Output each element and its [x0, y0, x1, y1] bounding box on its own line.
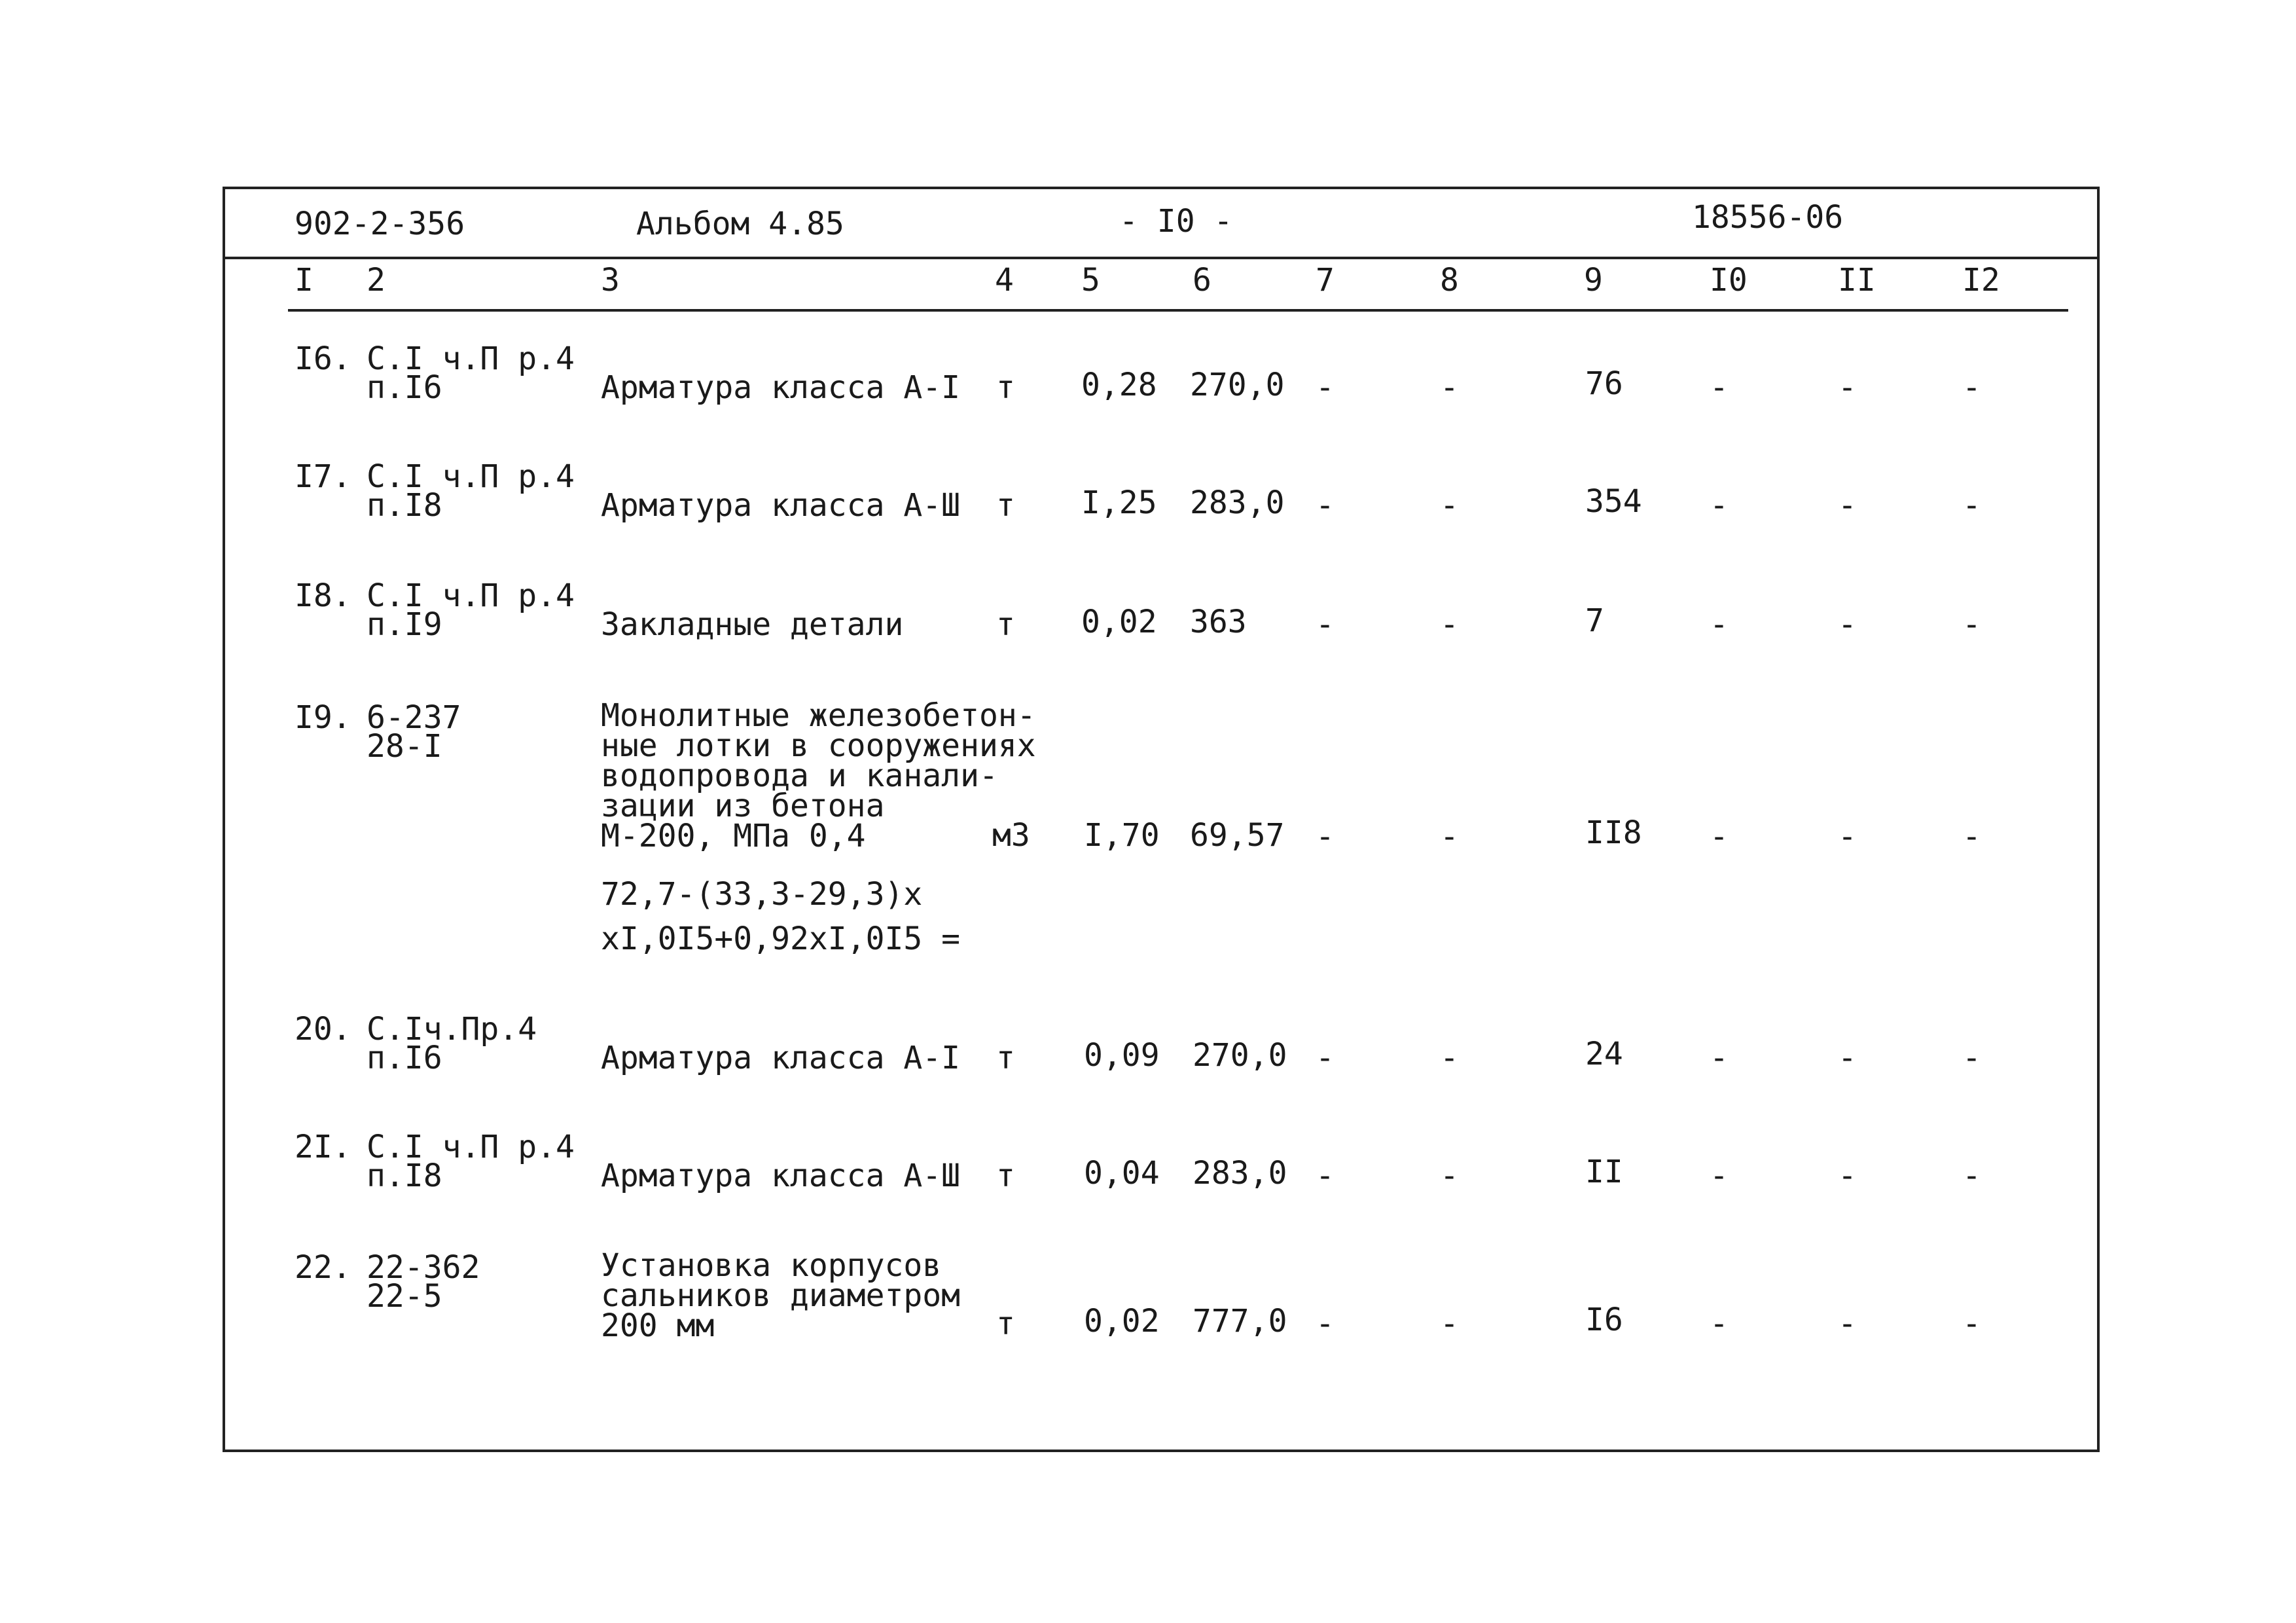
row-number: 22. — [295, 1249, 351, 1286]
row-col10: - — [1710, 487, 1729, 524]
row-price: 270,0 — [1193, 1037, 1287, 1074]
row-col9: 76 — [1585, 365, 1623, 402]
row-col10: - — [1710, 818, 1729, 855]
row-ref: С.I ч.П р.4 — [367, 577, 575, 614]
row-description: Монолитные железобетон- ные лотки в сооружениях водопровода и канали- зации из бетона М-200, МПа 0,4 — [601, 697, 1036, 854]
row-col7: - — [1316, 606, 1335, 643]
header-divider — [225, 257, 2097, 259]
row-col11: - — [1838, 818, 1857, 855]
row-col9: 354 — [1585, 483, 1642, 520]
row-number: 2I. — [295, 1129, 351, 1165]
row-col10: - — [1710, 1305, 1729, 1342]
column-header: 9 — [1584, 262, 1603, 299]
column-header: 6 — [1193, 262, 1211, 299]
row-unit: м3 — [992, 817, 1030, 854]
column-header: 4 — [995, 262, 1014, 299]
row-price: 283,0 — [1193, 1155, 1287, 1192]
row-ref: С.I ч.П р.4 — [367, 340, 575, 377]
page-number: - I0 - — [1119, 203, 1233, 240]
row-description: Арматура класса А-Ш — [601, 1158, 961, 1194]
row-col12: - — [1962, 487, 1981, 524]
row-col10: - — [1710, 606, 1729, 643]
row-col11: - — [1838, 1158, 1857, 1194]
row-price: 363 — [1190, 604, 1247, 640]
row-col12: - — [1962, 369, 1981, 406]
row-number: I6. — [295, 340, 351, 377]
row-unit: т — [996, 369, 1015, 406]
column-header: 3 — [601, 262, 620, 299]
column-header: I0 — [1710, 262, 1748, 299]
row-ref-sub: 22-5 — [367, 1278, 442, 1315]
row-col11: - — [1838, 1040, 1857, 1076]
column-header: 8 — [1440, 262, 1459, 299]
row-price: 270,0 — [1190, 367, 1285, 403]
row-quantity: I,70 — [1084, 817, 1160, 854]
row-col9: II8 — [1585, 814, 1642, 851]
row-ref: 6-237 — [367, 699, 461, 736]
row-price: 777,0 — [1193, 1303, 1287, 1340]
row-col10: - — [1710, 1158, 1729, 1194]
row-description: Установка корпусов сальников диаметром 200 мм — [601, 1247, 961, 1344]
row-col8: - — [1440, 369, 1459, 406]
row-col11: - — [1838, 1305, 1857, 1342]
column-header: 5 — [1081, 262, 1100, 299]
row-col11: - — [1838, 369, 1857, 406]
row-col7: - — [1316, 1158, 1335, 1194]
row-ref: С.I ч.П р.4 — [367, 458, 575, 495]
row-ref: С.Iч.Пр.4 — [367, 1011, 537, 1048]
row-col9: II — [1585, 1154, 1623, 1190]
doc-number: 18556-06 — [1692, 199, 1844, 236]
row-number: I8. — [295, 577, 351, 614]
row-col8: - — [1440, 1040, 1459, 1076]
row-unit: т — [996, 1040, 1015, 1076]
row-quantity: 0,09 — [1084, 1037, 1160, 1074]
row-ref-sub: п.I6 — [367, 369, 442, 406]
row-col9: 7 — [1585, 602, 1604, 639]
row-col12: - — [1962, 818, 1981, 855]
row-description: Арматура класса А-Ш — [601, 487, 961, 524]
row-description: Закладные детали — [601, 606, 904, 643]
album-label: Альбом 4.85 — [636, 206, 844, 242]
row-ref-sub: п.I9 — [367, 606, 442, 643]
row-number: 20. — [295, 1011, 351, 1048]
row-col7: - — [1316, 818, 1335, 855]
row-ref-sub: п.I8 — [367, 1158, 442, 1194]
row-unit: т — [996, 1305, 1015, 1342]
row-col10: - — [1710, 369, 1729, 406]
column-header: 2 — [367, 262, 386, 299]
row-col9: 24 — [1585, 1036, 1623, 1072]
column-header: II — [1838, 262, 1876, 299]
row-col12: - — [1962, 1305, 1981, 1342]
row-quantity: 0,04 — [1084, 1155, 1160, 1192]
row-ref-sub: п.I8 — [367, 487, 442, 524]
row-col8: - — [1440, 818, 1459, 855]
row-price: 283,0 — [1190, 484, 1285, 521]
columns-divider — [288, 309, 2068, 312]
row-unit: т — [996, 1158, 1015, 1194]
row-col11: - — [1838, 606, 1857, 643]
column-header: I — [295, 262, 314, 299]
column-header: I2 — [1962, 262, 2000, 299]
row-number: I9. — [295, 699, 351, 736]
row-formula: 72,7-(33,3-29,3)х — [601, 876, 923, 913]
row-col12: - — [1962, 1040, 1981, 1076]
row-quantity: 0,02 — [1081, 604, 1157, 640]
column-header: 7 — [1316, 262, 1335, 299]
row-col8: - — [1440, 1305, 1459, 1342]
row-col7: - — [1316, 487, 1335, 524]
row-description: Арматура класса А-I — [601, 1040, 961, 1076]
row-quantity: I,25 — [1081, 484, 1157, 521]
row-unit: т — [996, 606, 1015, 643]
row-ref-sub: п.I6 — [367, 1040, 442, 1076]
row-col7: - — [1316, 369, 1335, 406]
row-unit: т — [996, 487, 1015, 524]
row-col7: - — [1316, 1040, 1335, 1076]
row-quantity: 0,28 — [1081, 367, 1157, 403]
row-ref: 22-362 — [367, 1249, 480, 1286]
row-col11: - — [1838, 487, 1857, 524]
row-col9: I6 — [1585, 1302, 1623, 1338]
row-price: 69,57 — [1190, 817, 1285, 854]
row-ref-sub: 28-I — [367, 728, 442, 765]
row-col12: - — [1962, 1158, 1981, 1194]
row-col8: - — [1440, 1158, 1459, 1194]
row-col12: - — [1962, 606, 1981, 643]
row-col10: - — [1710, 1040, 1729, 1076]
doc-code: 902-2-356 — [295, 206, 465, 242]
row-formula: хI,0I5+0,92хI,0I5 = — [601, 921, 961, 957]
row-quantity: 0,02 — [1084, 1303, 1160, 1340]
row-col7: - — [1316, 1305, 1335, 1342]
row-number: I7. — [295, 458, 351, 495]
row-description: Арматура класса А-I — [601, 369, 961, 406]
row-col8: - — [1440, 606, 1459, 643]
row-ref: С.I ч.П р.4 — [367, 1129, 575, 1165]
row-col8: - — [1440, 487, 1459, 524]
